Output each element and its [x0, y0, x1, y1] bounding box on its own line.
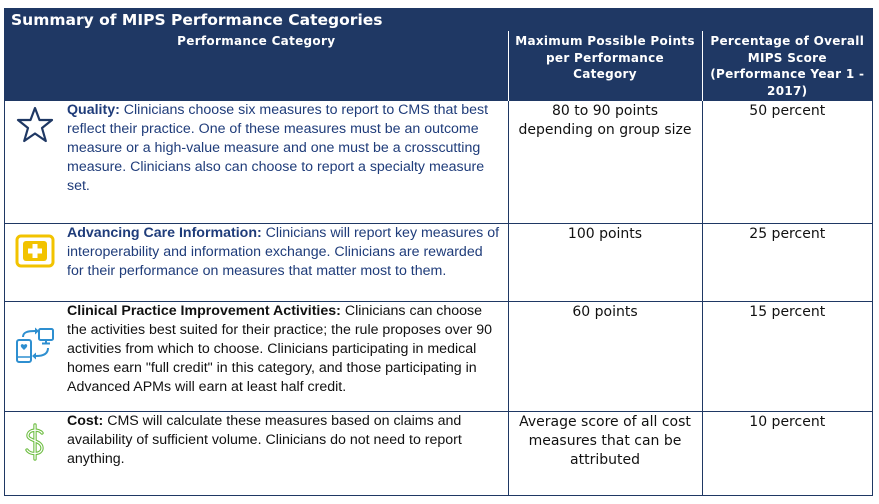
percent-cost: 10 percent	[702, 411, 872, 495]
category-name-improvement-activities: Clinical Practice Improvement Activities:	[67, 302, 341, 319]
star-icon	[15, 105, 55, 145]
category-name-advancing-care: Advancing Care Information:	[67, 224, 262, 241]
device-exchange-icon	[15, 326, 55, 366]
points-advancing-care: 100 points	[508, 223, 702, 301]
category-cell-improvement-activities	[5, 301, 508, 411]
category-cell-quality	[5, 101, 508, 223]
header-row	[5, 31, 872, 101]
table-row-advancing-care	[5, 223, 872, 301]
category-name-cost: Cost:	[67, 412, 104, 429]
table-title: Summary of MIPS Performance Categories	[5, 9, 872, 31]
category-description-advancing-care: Clinicians will report key measures of interoperability and information exchange. Clinicians are rewarded for their performance on measures that matter most to them.	[67, 224, 500, 279]
table-row-improvement-activities	[5, 301, 872, 411]
mips-table	[5, 31, 872, 495]
percent-improvement-activities: 15 percent	[702, 301, 872, 411]
points-quality: 80 to 90 points depending on group size	[508, 101, 702, 223]
category-cell-cost	[5, 411, 508, 495]
percent-advancing-care: 25 percent	[702, 223, 872, 301]
points-cost: Average score of all cost measures that can be attributed	[508, 411, 702, 495]
header-performance-category: Performance Category	[5, 31, 508, 101]
category-description-cost: CMS will calculate these measures based on claims and availability of sufficient volume. Clinicians do not need to report anything.	[67, 412, 462, 467]
category-cell-advancing-care	[5, 223, 508, 301]
points-improvement-activities: 60 points	[508, 301, 702, 411]
header-max-points: Maximum Possible Points per Performance Category	[508, 31, 702, 101]
dollar-icon	[15, 422, 55, 462]
medical-plus-icon	[15, 232, 55, 272]
header-percentage: Percentage of Overall MIPS Score (Performance Year 1 - 2017)	[702, 31, 872, 101]
table-row-quality	[5, 101, 872, 223]
percent-quality: 50 percent	[702, 101, 872, 223]
table-row-cost	[5, 411, 872, 495]
mips-summary-table-frame	[4, 8, 873, 496]
category-description-quality: Clinicians choose six measures to report to CMS that best reflect their practice. One of these measures must be an outcome measure or a high-value measure and one must be a crosscutting measure. Clinicians also can choose to report a specialty measure set.	[67, 102, 489, 194]
category-name-quality: Quality:	[67, 102, 120, 118]
category-description-improvement-activities: Clinicians can choose the activities best suited for their practice; the rule proposes over 90 activities from which to choose. Clinicians participating in medical homes earn "full credit" in this category, and those participating in Advanced APMs will earn at least half credit.	[67, 302, 493, 395]
